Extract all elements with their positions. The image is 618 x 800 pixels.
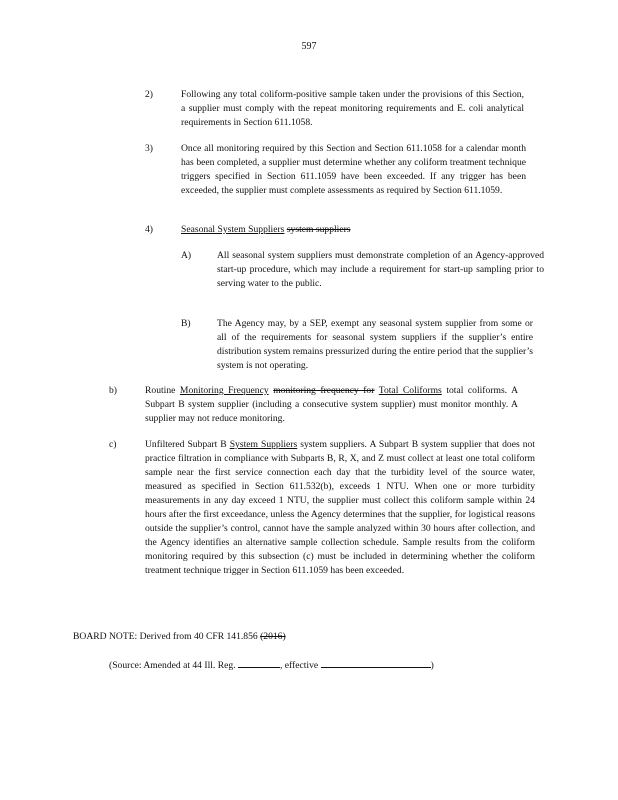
item-label: b) [109, 385, 117, 396]
item-label: c) [109, 439, 117, 450]
deleted-text: monitoring frequency for [273, 385, 375, 396]
item-text: Routine Monitoring Frequency monitoring frequency for Total Coliforms total coliforms. A Subpart B system supplier (including a consecutive system supplier) must monitor monthly. A supplier may not reduce monitoring. [145, 385, 518, 424]
item-label: 3) [145, 143, 153, 154]
blank-effective-date [321, 657, 431, 668]
item-label: 4) [145, 224, 153, 235]
item-text: All seasonal system suppliers must demonstrate completion of an Agency-approved start-up procedure, which may include a requirement for start-up sampling prior to serving water to the public. [217, 250, 544, 289]
inserted-text: Total Coliforms [378, 385, 442, 396]
inserted-text: Seasonal System Suppliers [181, 224, 285, 235]
item-text: Once all monitoring required by this Section and Section 611.1058 for a calendar month has been completed, a supplier must determine whether any coliform treatment technique triggers specified in Section 611.1059 have been exceeded. If any trigger has been exceeded, the supplier must complete assessments as required by Section 611.1059. [181, 143, 526, 196]
item-text: Following any total coliform-positive sample taken under the provisions of this Section, a supplier must comply with the repeat monitoring requirements and E. coli analytical requirements in Section 611.1058. [181, 89, 524, 128]
item-label: B) [181, 318, 191, 329]
deleted-text: (2016) [260, 631, 286, 642]
item-label: 2) [145, 89, 153, 100]
item-text [181, 223, 526, 237]
source-line: (Source: Amended at 44 Ill. Reg. , effective ) [109, 657, 434, 673]
blank-reg-number [238, 657, 280, 668]
deleted-text: system suppliers [286, 224, 351, 235]
item-text: The Agency may, by a SEP, exempt any seasonal system supplier from some or all of the requirements for seasonal system suppliers if the supplier’s entire distribution system remains pressurized during the entire period that the supplier’s system is not operating. [217, 318, 533, 371]
item-label: A) [181, 250, 192, 261]
board-note: BOARD NOTE: Derived from 40 CFR 141.856 (2016) [73, 631, 286, 642]
inserted-text: Monitoring Frequency [179, 385, 269, 396]
page-number: 597 [301, 41, 317, 52]
inserted-text: System Suppliers [229, 439, 298, 450]
item-text: Unfiltered Subpart B System Suppliers system suppliers. A Subpart B system supplier that does not practice filtration in compliance with Subparts B, R, X, and Z must collect at least one total coliform sample near the first service connection each day that the turbidity level of the source water, measured as specified in Section 611.532(b), exceeds 1 NTU. When one or more turbidity measurements in any day exceed 1 NTU, the supplier must collect this coliform sample within 24 hours after the first exceedance, unless the Agency determines that the supplier, for logistical reasons outside the supplier’s control, cannot have the sample analyzed within 30 hours after collection, and the Agency identifies an alternative sample collection schedule. Sample results from the coliform monitoring required by this subsection (c) must be included in determining whether the coliform treatment technique trigger in Section 611.1059 has been exceeded. [145, 439, 535, 576]
